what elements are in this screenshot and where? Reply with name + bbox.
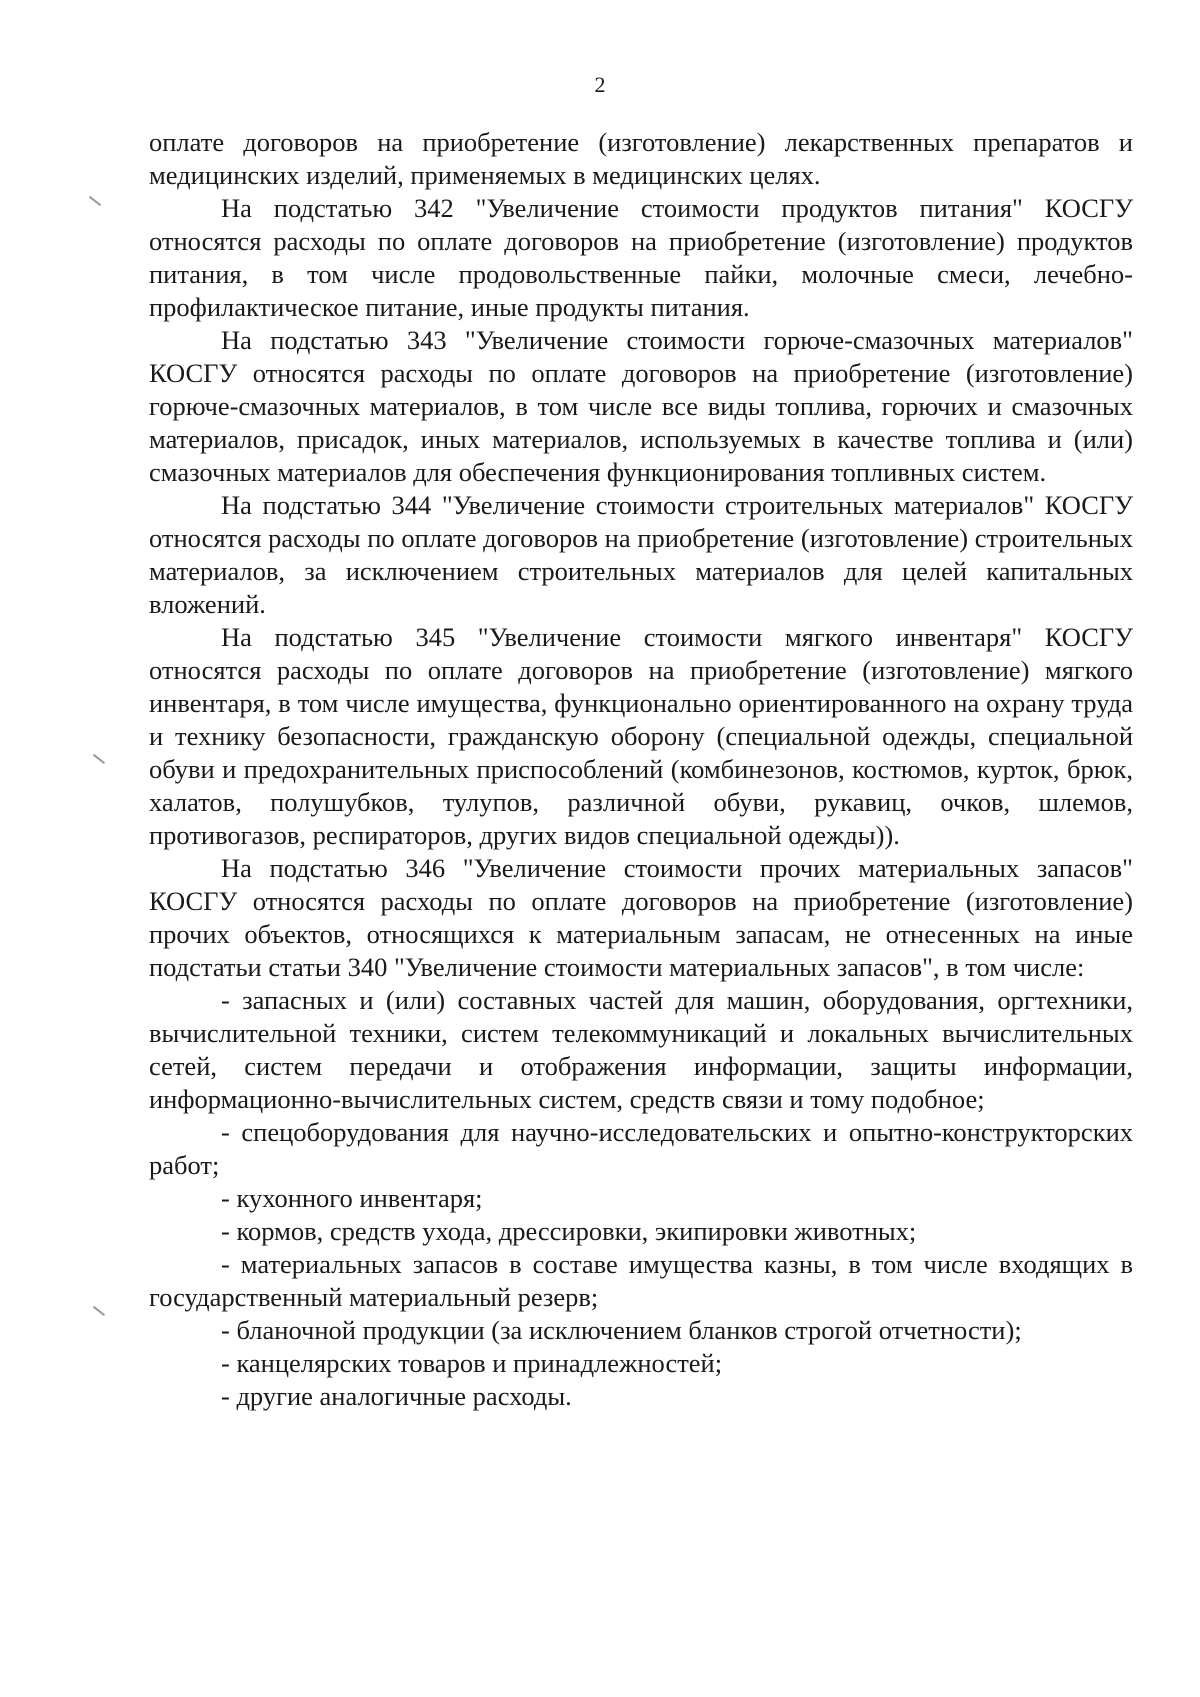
list-item: - другие аналогичные расходы. [221,1381,572,1411]
list-item: - спецоборудования для научно-исследовательских и опытно-конструкторских работ; [149,1117,1133,1180]
scan-mark [93,1306,105,1316]
scan-mark [89,196,101,206]
list-item: - бланочной продукции (за исключением бланков строгой отчетности); [221,1315,1022,1345]
list-item: - кормов, средств ухода, дрессировки, экипировки животных; [221,1216,917,1246]
scan-mark [93,754,105,764]
paragraph-344: На подстатью 344 "Увеличение стоимости строительных материалов" КОСГУ относятся расходы по оплате договоров на приобретение (изготовление) строительных материалов, за исключением строительных материалов для целей капитальных вложений. [149,490,1133,619]
list-item: - материальных запасов в составе имущества казны, в том числе входящих в государственный материальный резерв; [149,1249,1133,1312]
paragraph-346: На подстатью 346 "Увеличение стоимости прочих материальных запасов" КОСГУ относятся расходы по оплате договоров на приобретение (изготовление) прочих объектов, относящихся к материальным запасам, не отнесенных на иные подстатьи статьи 340 "Увеличение стоимости материальных запасов", в том числе: [149,853,1133,982]
page-number: 2 [594,72,606,97]
document-body [149,126,1133,1413]
paragraph-342: На подстатью 342 "Увеличение стоимости продуктов питания" КОСГУ относятся расходы по оплате договоров на приобретение (изготовление) продуктов питания, в том числе продовольственные пайки, молочные смеси, лечебно-профилактическое питание, иные продукты питания. [149,193,1133,322]
paragraph-343: На подстатью 343 "Увеличение стоимости горюче-смазочных материалов" КОСГУ относятся расходы по оплате договоров на приобретение (изготовление) горюче-смазочных материалов, в том числе все виды топлива, горючих и смазочных материалов, присадок, иных материалов, используемых в качестве топлива и (или) смазочных материалов для обеспечения функционирования топливных систем. [149,325,1133,487]
paragraph-continuation: оплате договоров на приобретение (изготовление) лекарственных препаратов и медицинских изделий, применяемых в медицинских целях. [149,127,1133,190]
list-item: - запасных и (или) составных частей для машин, оборудования, оргтехники, вычислительной техники, систем телекоммуникаций и локальных вычислительных сетей, систем передачи и отображения информации, защиты информации, информационно-вычислительных систем, средств связи и тому подобное; [149,985,1133,1114]
list-item: - канцелярских товаров и принадлежностей; [221,1348,723,1378]
paragraph-345: На подстатью 345 "Увеличение стоимости мягкого инвентаря" КОСГУ относятся расходы по оплате договоров на приобретение (изготовление) мягкого инвентаря, в том числе имущества, функционально ориентированного на охрану труда и технику безопасности, гражданскую оборону (специальной одежды, специальной обуви и предохранительных приспособлений (комбинезонов, костюмов, курток, брюк, халатов, полушубков, тулупов, различной обуви, рукавиц, очков, шлемов, противогазов, респираторов, других видов специальной одежды)). [149,622,1133,850]
list-item: - кухонного инвентаря; [221,1183,483,1213]
